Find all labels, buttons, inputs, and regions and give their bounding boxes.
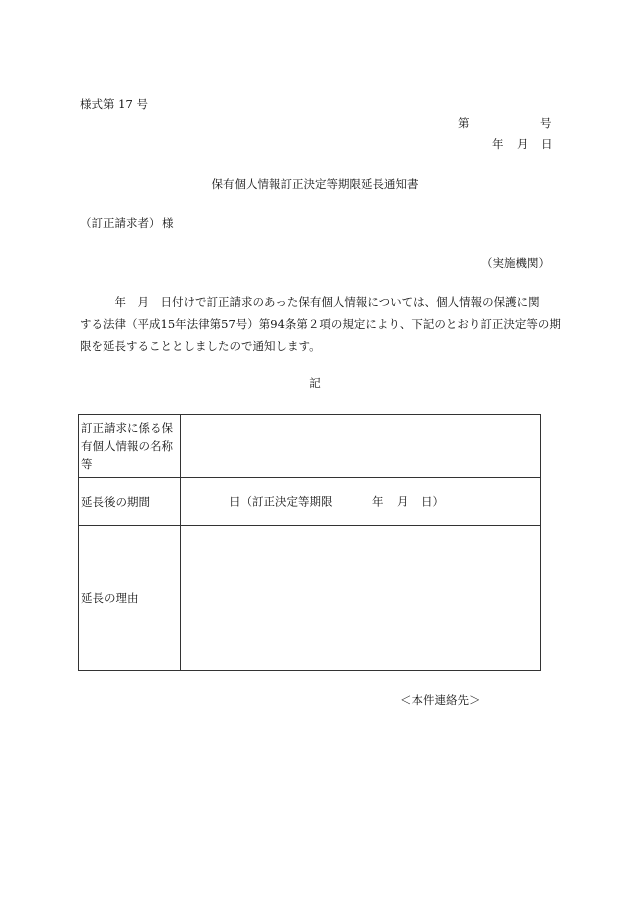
addressee-honorific: 様 <box>162 216 174 230</box>
date-month-label: 月 <box>517 137 529 151</box>
document-number-label-go: 号 <box>540 116 552 130</box>
subject-label-line: 等 <box>81 457 93 471</box>
date-year-label: 年 <box>492 137 504 151</box>
contact-heading: ＜本件連絡先＞ <box>400 693 481 707</box>
extension-label-cell: 延長後の期間 <box>79 478 181 526</box>
subject-label-line: 訂正請求に係る保 <box>81 421 173 435</box>
table-row-extension <box>79 478 541 526</box>
extension-days-text: 日（訂正決定等期限 <box>229 493 333 508</box>
subject-label-cell <box>79 415 181 478</box>
date-day-label: 日 <box>541 137 553 151</box>
body-paragraph-line: 限を延長することとしましたので通知します。 <box>80 339 321 353</box>
details-table <box>78 414 541 671</box>
extension-value-cell <box>181 478 541 526</box>
reason-label-cell: 延長の理由 <box>79 526 181 671</box>
subject-label-line: 有個人情報の名称 <box>81 439 173 453</box>
extension-day-label: 日） <box>421 493 444 508</box>
ki-heading: 記 <box>309 376 321 390</box>
issuing-agency: （実施機関） <box>481 256 550 270</box>
body-paragraph-line: する法律（平成15年法律第57号）第94条第２項の規定により、下記のとおり訂正決定等の期 <box>80 317 561 331</box>
document-number-label-dai: 第 <box>458 116 470 130</box>
table-row-reason <box>79 526 541 671</box>
extension-year-label: 年 <box>372 493 384 508</box>
table-row-subject <box>79 415 541 478</box>
addressee-name: （訂正請求者） <box>80 216 161 230</box>
document-title: 保有個人情報訂正決定等期限延長通知書 <box>211 177 419 191</box>
reason-value-cell <box>181 526 541 671</box>
extension-month-label: 月 <box>397 493 409 508</box>
form-number: 様式第 17 号 <box>80 97 148 111</box>
subject-value-cell <box>181 415 541 478</box>
body-paragraph-line: 年 月 日付けで訂正請求のあった保有個人情報については、個人情報の保護に関 <box>80 295 540 309</box>
